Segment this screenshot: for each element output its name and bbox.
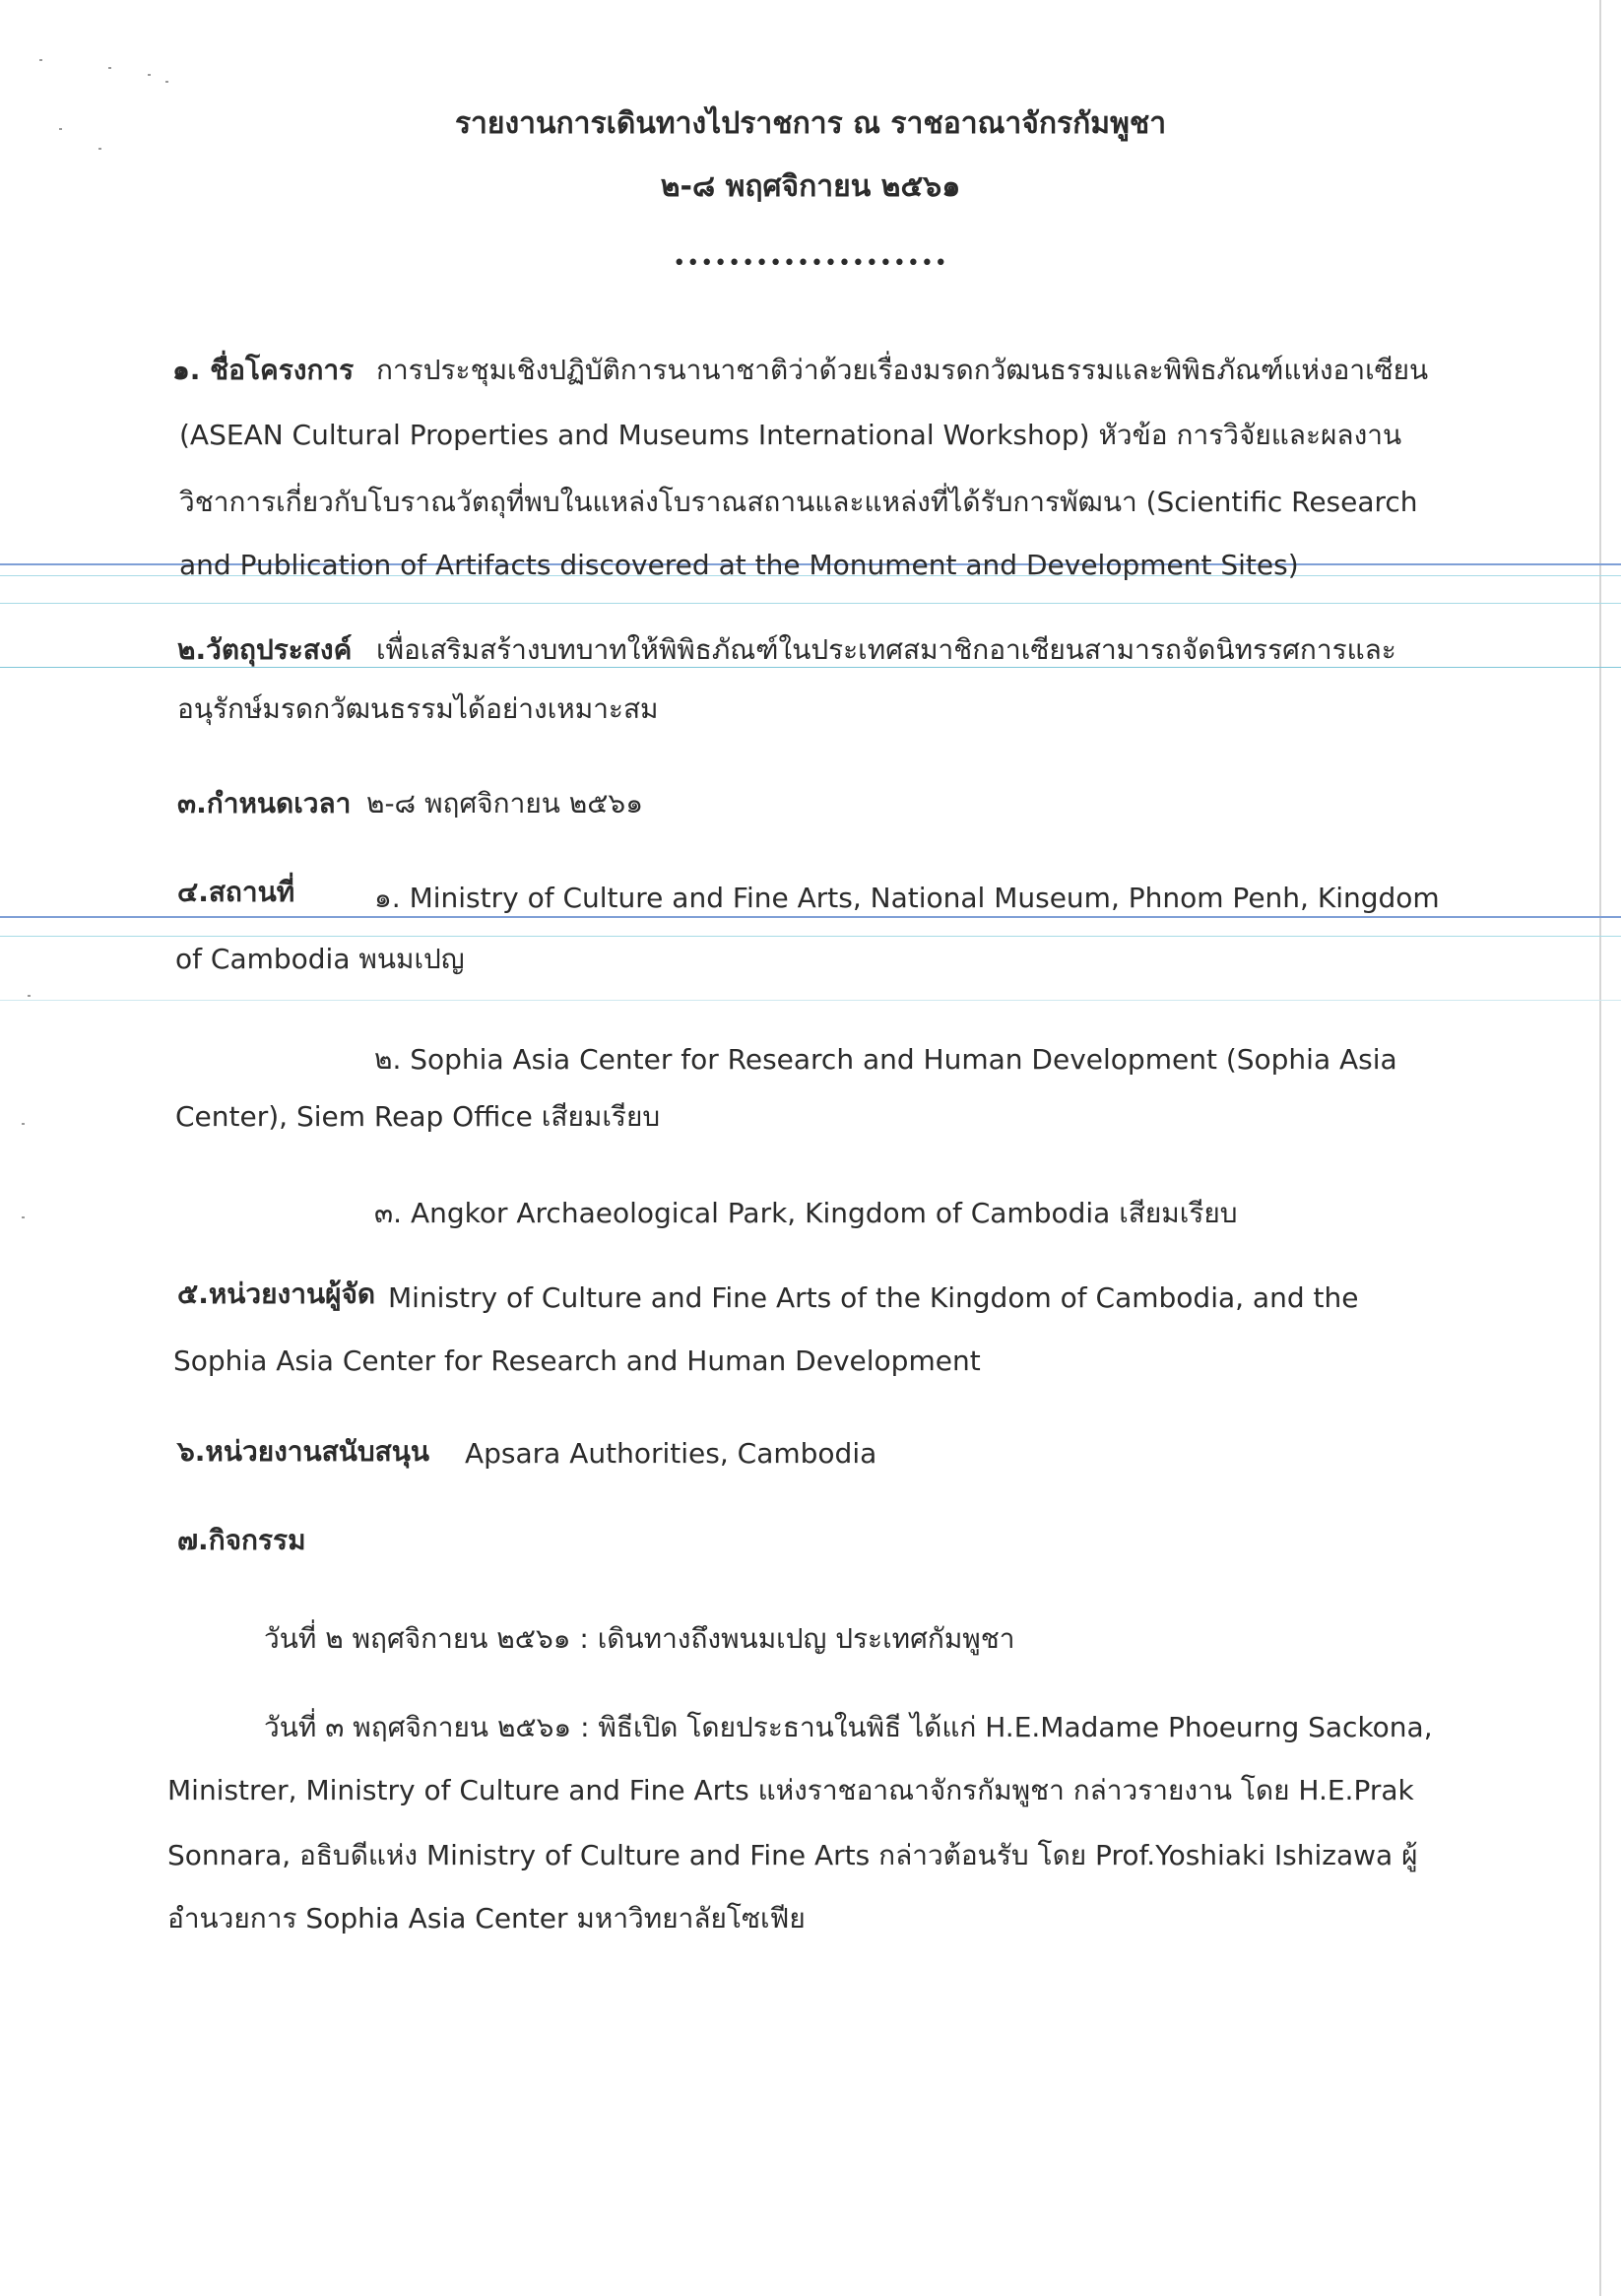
period-label: ๓.กำหนดเวลา [177,787,352,820]
project-label: ๑. ชื่อโครงการ [172,354,355,386]
activity-day: Ministrer, Ministry of Culture and Fine Arts แห่งราชอาณาจักรกัมพูชา กล่าวรายงาน โดย H.E.Prak [167,1774,1414,1806]
scan-speck [22,1123,25,1125]
activity-day: วันที่ ๒ พฤศจิกายน ๒๕๖๑ : เดินทางถึงพนมเปญ ประเทศกัมพูชา [264,1622,1015,1655]
scan-speck [28,995,31,997]
venue-item: ๓. Angkor Archaeological Park, Kingdom of Cambodia เสียมเรียบ [374,1197,1238,1229]
scan-speck [165,81,168,83]
objective-label: ๒.วัตถุประสงค์ [177,633,353,666]
venue-item: of Cambodia พนมเปญ [175,943,465,975]
scan-speck [98,148,101,150]
scan-speck [22,1216,25,1218]
objective-line: อนุรักษ์มรดกวัฒนธรรมได้อย่างเหมาะสม [177,692,659,725]
venue-label: ๔.สถานที่ [177,876,295,908]
period-value: ๒-๘ พฤศจิกายน ๒๕๖๑ [366,787,643,820]
scan-speck [108,67,111,69]
project-line: วิชาการเกี่ยวกับโบราณวัตถุที่พบในแหล่งโบราณสถานและแหล่งที่ได้รับการพัฒนา (Scientific Research [179,486,1418,518]
venue-item: ๑. Ministry of Culture and Fine Arts, National Museum, Phnom Penh, Kingdom [374,882,1440,914]
activity-day: Sonnara, อธิบดีแห่ง Ministry of Culture and Fine Arts กล่าวต้อนรับ โดย Prof.Yoshiaki Ishizawa ผู้ [167,1839,1418,1871]
scan-line [0,603,1621,604]
venue-item: ๒. Sophia Asia Center for Research and Human Development (Sophia Asia [374,1043,1397,1076]
scan-speck [148,74,151,76]
scan-speck [39,59,42,61]
scan-edge [1599,0,1601,2296]
organizer-line: Sophia Asia Center for Research and Human Development [173,1345,981,1377]
title-separator: •••••••••••••••••••• [673,251,948,276]
activity-day: วันที่ ๓ พฤศจิกายน ๒๕๖๑ : พิธีเปิด โดยประธานในพิธี ได้แก่ H.E.Madame Phoeurng Sackona, [264,1711,1433,1743]
project-line: and Publication of Artifacts discovered at the Monument and Development Sites) [179,549,1299,581]
scan-line [0,1000,1621,1001]
scan-line [0,916,1621,918]
supporter-value: Apsara Authorities, Cambodia [465,1437,877,1470]
organizer-label: ๕.หน่วยงานผู้จัด [177,1278,376,1310]
organizer-line: Ministry of Culture and Fine Arts of the Kingdom of Cambodia, and the [388,1281,1359,1314]
project-line: (ASEAN Cultural Properties and Museums International Workshop) หัวข้อ การวิจัยและผลงาน [179,419,1402,451]
venue-item: Center), Siem Reap Office เสียมเรียบ [175,1100,661,1133]
document-title: รายงานการเดินทางไปราชการ ณ ราชอาณาจักรกัมพูชา [454,106,1167,141]
document-date: ๒-๘ พฤศจิกายน ๒๕๖๑ [660,169,961,204]
activity-day: อำนวยการ Sophia Asia Center มหาวิทยาลัยโซเฟีย [167,1902,806,1935]
activities-label: ๗.กิจกรรม [177,1524,306,1556]
project-line: การประชุมเชิงปฏิบัติการนานาชาติว่าด้วยเรื่องมรดกวัฒนธรรมและพิพิธภัณฑ์แห่งอาเซียน [376,354,1429,386]
objective-line: เพื่อเสริมสร้างบทบาทให้พิพิธภัณฑ์ในประเทศสมาชิกอาเซียนสามารถจัดนิทรรศการและ [376,633,1396,666]
supporter-label: ๖.หน่วยงานสนับสนุน [177,1435,430,1468]
scan-line [0,936,1621,937]
